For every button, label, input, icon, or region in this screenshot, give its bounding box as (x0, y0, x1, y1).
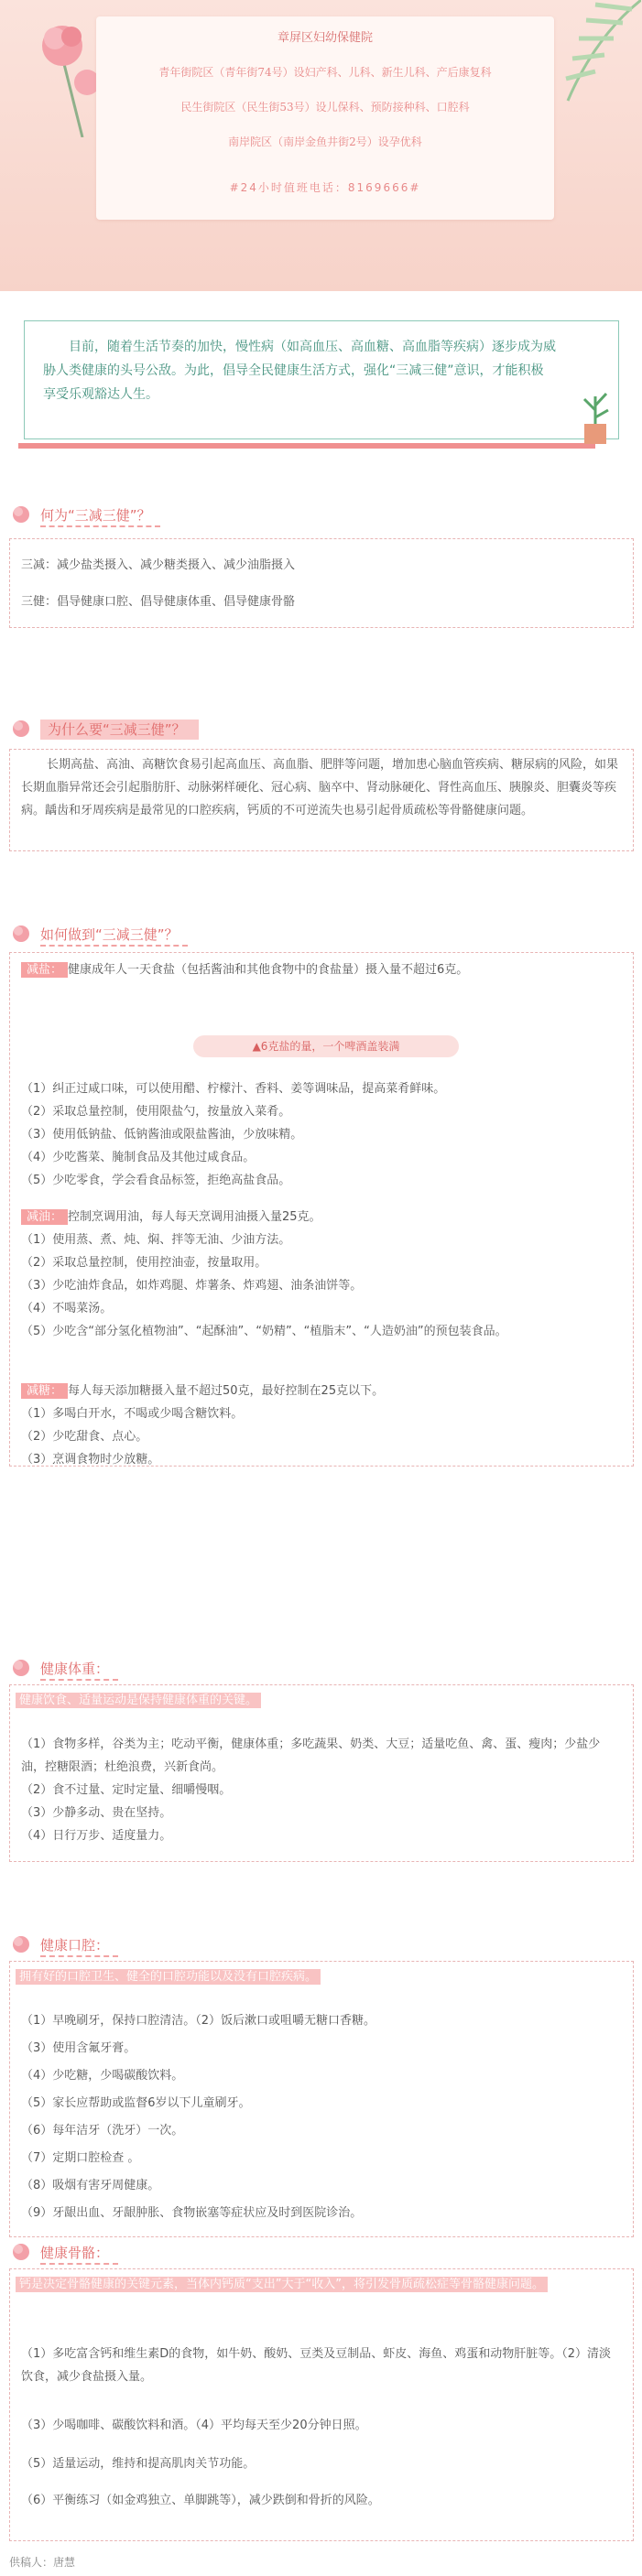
salt-intro (21, 958, 622, 981)
potted-plant-icon (573, 383, 617, 447)
list-item: （3）少喝咖啡、碳酸饮料和酒。（4）平均每天至少20分钟日照。 (21, 2419, 367, 2432)
list-item: （3）使用含氟牙膏。 (21, 2041, 136, 2055)
section-box (9, 749, 634, 851)
section-title: 为什么要“三减三健”？ (40, 720, 199, 740)
lead-text: 钙是决定骨骼健康的关键元素，当体内钙质“支出”大于“收入”，将引发骨质疏松症等骨骼健康问题。 (16, 2277, 548, 2292)
list-item: （6）平衡练习（如金鸡独立、单脚跳等），减少跌倒和骨折的风险。 (21, 2494, 380, 2507)
list-item: （7）定期口腔检查 。 (21, 2151, 140, 2165)
list-item: （2）采取总量控制，使用限盐勺，按量放入菜肴。 (21, 1105, 291, 1119)
hospital-name: 章屏区妇幼保健院 (277, 31, 373, 45)
list-item: （2）少吃甜食、点心。 (21, 1430, 148, 1444)
section-title: 如何做到“三减三健”？ (40, 925, 188, 947)
list-item: （8）吸烟有害牙周健康。 (21, 2179, 160, 2192)
list-item: （5）适量运动，维持和提高肌肉关节功能。 (21, 2457, 256, 2471)
list-item: （3）少吃油炸食品，如炸鸡腿、炸薯条、炸鸡翅、油条油饼等。 (21, 1279, 363, 1293)
section-heading (0, 1655, 642, 1683)
flower-bullet-icon (7, 1932, 35, 1959)
salt-intro-text: 健康成年人一天食盐（包括酱油和其他食物中的食盐量）摄入量不超过6克。 (68, 963, 469, 977)
header-card (96, 16, 554, 220)
intro-text: 目前，随着生活节奏的加快，慢性病（如高血压、高血糖、高血脂等疾病）逐步成为威胁人类健康的头号公敌。为此，倡导全民健康生活方式，强化“三减三健”意识，才能积极享受乐观豁达人生。 (43, 340, 556, 402)
list-item: （5）家长应帮助或监督6岁以下儿童刷牙。 (21, 2096, 251, 2110)
flower-bullet-icon (7, 502, 35, 529)
section-title: 健康体重： (40, 1659, 118, 1681)
section-title: 健康口腔： (40, 1935, 118, 1957)
list-item: （2）食不过量、定时定量、细嚼慢咽。 (21, 1783, 232, 1797)
palm-leaf-icon (559, 0, 641, 110)
section-heading (0, 1932, 642, 1959)
section-box (9, 952, 634, 1467)
campus-line: 南岸院区（南岸金鱼井街2号）设孕优科 (228, 135, 422, 148)
section-box (9, 538, 634, 628)
flower-bullet-icon (7, 1655, 35, 1683)
section-title: 健康骨骼： (40, 2243, 118, 2265)
section-box (9, 2268, 634, 2541)
section-heading (0, 921, 642, 948)
divider (18, 443, 595, 449)
section-heading (0, 716, 642, 743)
list-item: （3）少静多动、贵在坚持。 (21, 1806, 172, 1820)
lead-highlight (16, 1965, 321, 1988)
list-item: （3）烹调食物时少放糖。 (21, 1453, 160, 1467)
flower-bullet-icon (7, 921, 35, 948)
oil-intro-text: 控制烹调用油，每人每天烹调用油摄入量25克。 (68, 1210, 321, 1224)
list-item: （9）牙龈出血、牙龈肿胀、食物嵌塞等症状应及时到医院诊治。 (21, 2206, 363, 2220)
list-item: （1）早晚刷牙，保持口腔清洁。（2）饭后漱口或咀嚼无糖口香糖。 (21, 2014, 376, 2028)
lead-highlight (16, 2273, 624, 2296)
section-title: 何为“三减三健”？ (40, 505, 160, 527)
section-heading (0, 502, 642, 529)
list-item: （1）多喝白开水，不喝或少喝含糖饮料。 (21, 1407, 244, 1421)
list-item: （5）少吃含“部分氢化植物油”、“起酥油”、“奶精”、“植脂末”、“人造奶油”的预包装食品。 (21, 1325, 507, 1338)
list-item: （5）少吃零食，学会看食品标签，拒绝高盐食品。 (21, 1174, 291, 1187)
author-credit: 供稿人：唐慧 (9, 2556, 76, 2569)
flower-bullet-icon (7, 2239, 35, 2267)
lead-text: 健康饮食、适量运动是保持健康体重的关键。 (16, 1693, 261, 1708)
oil-intro (21, 1206, 321, 1228)
list-item: （4）日行万步、适度量力。 (21, 1829, 172, 1843)
list-item: （1）纠正过咸口味，可以使用醋、柠檬汁、香料、姜等调味品，提高菜肴鲜味。 (21, 1082, 446, 1096)
list-item: （1）多吃富含钙和维生素D的食物，如牛奶、酸奶、豆类及豆制品、虾皮、海鱼、鸡蛋和动物肝脏等。（2）清淡饮食，减少食盐摄入量。 (21, 2347, 612, 2384)
list-item: （2）采取总量控制，使用控油壶，按量取用。 (21, 1256, 267, 1270)
intro-box (24, 320, 619, 439)
campus-line: 民生街院区（民生街53号）设儿保科、预防接种科、口腔科 (180, 101, 470, 114)
campus-line: 青年街院区（青年街74号）设妇产科、儿科、新生儿科、产后康复科 (158, 66, 492, 79)
section-box (9, 1961, 634, 2237)
text-line: 三减：减少盐类摄入、减少糖类摄入、减少油脂摄入 (21, 558, 296, 572)
list-item: （4）少吃酱菜、腌制食品及其他过咸食品。 (21, 1151, 256, 1164)
list-item: （4）少吃糖，少喝碳酸饮料。 (21, 2069, 184, 2083)
paragraph: 长期高盐、高油、高糖饮食易引起高血压、高血脂、肥胖等问题，增加患心脑血管疾病、糖尿病的风险，如果长期血脂异常还会引起脂肪肝、动脉粥样硬化、冠心病、脑卒中、肾动脉硬化、肾性高血压、胰腺炎、胆囊炎等疾病。龋齿和牙周疾病是最常见的口腔疾病，钙质的不可逆流失也易引起骨质疏松等骨骼健康问题。 (21, 758, 619, 817)
section-heading (0, 2239, 642, 2267)
hotline: #24小时值班电话：8169666# (229, 181, 421, 194)
section-box (9, 1684, 634, 1862)
list-item: （1）食物多样，谷类为主；吃动平衡，健康体重；多吃蔬果、奶类、大豆；适量吃鱼、禽、蛋、瘦肉；少盐少油，控糖限酒；杜绝浪费，兴新食尚。 (21, 1737, 601, 1774)
sugar-intro (21, 1380, 384, 1402)
lead-highlight (16, 1689, 261, 1712)
flower-bullet-icon (7, 716, 35, 743)
lead-text: 拥有好的口腔卫生、健全的口腔功能以及没有口腔疾病。 (16, 1969, 321, 1985)
list-item: （1）使用蒸、煮、炖、焖、拌等无油、少油方法。 (21, 1233, 291, 1247)
text-line: 三健：倡导健康口腔、倡导健康体重、倡导健康骨骼 (21, 595, 296, 609)
salt-amount-pill: ▲6克盐的量，一个啤酒盖装满 (193, 1035, 459, 1057)
list-item: （4）不喝菜汤。 (21, 1302, 113, 1315)
sugar-intro-text: 每人每天添加糖摄入量不超过50克，最好控制在25克以下。 (68, 1384, 385, 1398)
salt-tag: 减盐： (21, 962, 68, 978)
oil-tag: 减油： (21, 1209, 68, 1225)
sugar-tag: 减糖： (21, 1383, 68, 1399)
list-item: （3）使用低钠盐、低钠酱油或限盐酱油，少放味精。 (21, 1128, 303, 1142)
list-item: （6）每年洁牙（洗牙）一次。 (21, 2124, 184, 2138)
